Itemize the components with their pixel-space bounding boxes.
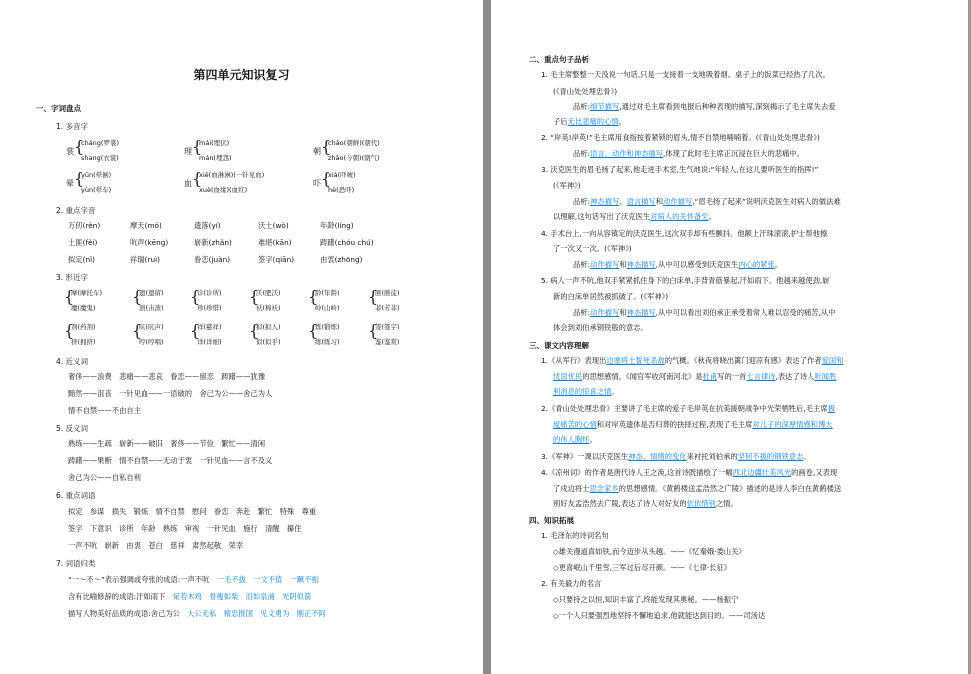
quote-line: ◇更喜岷山千里雪,三军过后尽开颜。——《七律·长征》 bbox=[553, 563, 732, 572]
duoyin-reading: yùn(晕车) bbox=[81, 186, 112, 194]
analysis-text: 。 bbox=[774, 260, 783, 269]
content-line bbox=[553, 372, 836, 382]
content-line bbox=[541, 356, 844, 366]
analysis-label: 品析: bbox=[573, 308, 591, 317]
content-text: 来衬托刘伯承的 bbox=[686, 452, 738, 461]
analysis-line bbox=[553, 117, 626, 127]
highlight: 边塞将士誓死杀敌 bbox=[606, 356, 665, 365]
content-text: 的思想感情。《黄鹤楼送孟浩然之广陵》描述的是诗人李白在黄鹤楼送 bbox=[618, 484, 842, 493]
xingjin-item: 似(似乎) bbox=[256, 338, 281, 346]
analysis-label: 品析: bbox=[573, 102, 591, 111]
duoyin-reading: yūn(晕倒) bbox=[81, 171, 112, 179]
highlight: 忧国忧民 bbox=[553, 372, 583, 381]
analysis-line bbox=[573, 308, 836, 318]
content-line bbox=[553, 435, 597, 445]
sentence-line: 1. 毛主席整整一天没说一句话,只是一支接着一支地吸着烟。桌子上的饭菜已经热了几次。 bbox=[541, 70, 830, 79]
analysis-text: ,“眉毛扬了起来”说明沃克医生对病人的做法难 bbox=[692, 197, 841, 206]
jinyi-line: 情不自禁——不由自主 bbox=[68, 406, 141, 415]
duoyin-char: 理 bbox=[184, 147, 192, 156]
ziyin-item: 难堪(kān) bbox=[258, 238, 292, 247]
fanyi-line: 舍己为公——自私自利 bbox=[68, 473, 141, 482]
duoyin-reading: hè(恐吓) bbox=[328, 186, 355, 194]
content-text: ,表达了诗人 bbox=[775, 372, 815, 381]
gui-answer: 呆若木鸡 骨瘦如柴 泪如泉涌 光阴似箭 bbox=[172, 592, 312, 601]
analysis-line bbox=[573, 102, 836, 112]
analysis-line bbox=[573, 260, 782, 270]
ziyin-item: 摩天(mó) bbox=[130, 221, 162, 230]
xingjin-item: 签(签字) bbox=[375, 323, 400, 331]
content-text: 之情。 bbox=[715, 499, 738, 508]
highlight: 极 bbox=[827, 404, 835, 413]
duoyin-char: 裳 bbox=[66, 147, 74, 156]
analysis-line bbox=[573, 149, 804, 159]
ziyin-item: 沃土(wò) bbox=[258, 221, 289, 230]
highlight: 西北边疆壮美风光 bbox=[732, 468, 792, 477]
gui-line bbox=[68, 575, 319, 585]
analysis-text: ,体现了此时毛主席正沉浸在巨大的悲痛中。 bbox=[663, 149, 804, 158]
content-text: 。 bbox=[589, 435, 597, 444]
jinyi-line: 黯然——沮丧 一针见血——一语破的 舍己为公——舍己为人 bbox=[68, 389, 273, 398]
brace-icon: { bbox=[249, 321, 260, 340]
content-line bbox=[541, 452, 811, 462]
analysis-line bbox=[573, 197, 841, 207]
sentence-source: (《青山处处埋忠骨》) bbox=[553, 87, 618, 96]
content-line bbox=[553, 420, 833, 430]
highlight: 语言、动作和神态描写 bbox=[590, 149, 664, 158]
quote-line: ◇雄关漫道真如铁,而今迈步从头越。——《忆秦娥·娄山关》 bbox=[553, 547, 746, 556]
xingjin-item: 沃(肥沃) bbox=[256, 289, 281, 297]
sentence-line: 了一次又一次。(《军神》) bbox=[553, 244, 632, 253]
brace-icon: { bbox=[368, 321, 379, 340]
xingjin-item: 珍(珍惜) bbox=[197, 304, 222, 312]
brace-icon: { bbox=[368, 287, 379, 306]
brace-icon: { bbox=[132, 287, 143, 306]
highlight: 神态描写 bbox=[626, 308, 656, 317]
xingjin-item: 岭(山岭) bbox=[315, 304, 340, 312]
analysis-text: 。 bbox=[708, 212, 716, 221]
xingjin-item: 鉴(鉴赏) bbox=[375, 338, 400, 346]
brace-icon: { bbox=[190, 321, 201, 340]
content-line bbox=[553, 484, 841, 494]
subsection-heading: 1. 毛泽东的诗词名句 bbox=[541, 531, 609, 540]
ziyin-item: 拟定(nǐ) bbox=[68, 255, 95, 264]
brace-icon: { bbox=[321, 137, 332, 156]
content-text: 。 bbox=[803, 452, 811, 461]
fanyi-line: 踌躇——果断 情不自禁——无动于衷 一针见血——言不及义 bbox=[68, 456, 273, 465]
xingjin-item: 哼(哼唱) bbox=[139, 338, 164, 346]
ciyu-line: 一声不吭 崭新 由衷 苍白 慈祥 肃然起敬 荣幸 bbox=[68, 541, 244, 550]
xingjin-item: 祥(慈祥) bbox=[197, 323, 222, 331]
subsection-heading: 3. 形近字 bbox=[56, 273, 89, 282]
highlight: 神态描写 bbox=[590, 197, 620, 206]
xingjin-item: 诊(诊所) bbox=[197, 289, 222, 297]
xingjin-item: 魔(魔鬼) bbox=[71, 304, 96, 312]
page-gutter bbox=[483, 0, 491, 674]
highlight: 对病人的关怀备至 bbox=[650, 212, 709, 221]
highlight: 对儿子的深厚情感和博大 bbox=[752, 420, 833, 429]
duoyin-reading: mán(埋怨) bbox=[199, 154, 232, 162]
content-text: 2.《青山处处埋忠骨》主要讲了毛主席的爱子毛岸英在抗美援朝战争中光荣牺牲后,毛主席 bbox=[541, 404, 828, 413]
xingjin-item: 吭(吭声) bbox=[139, 323, 164, 331]
highlight: 动作描写 bbox=[590, 308, 620, 317]
gui-answer: 一毛不拔 一文不值 一蹶不振 bbox=[216, 575, 319, 584]
gui-text: 含有比喻修辞的成语:汗如雨下 bbox=[68, 592, 166, 601]
brace-icon: { bbox=[132, 321, 143, 340]
ziyin-item: 崭新(zhǎn) bbox=[194, 238, 232, 247]
left-page bbox=[0, 0, 483, 674]
brace-icon: { bbox=[74, 137, 85, 156]
brace-icon: { bbox=[190, 287, 201, 306]
analysis-label: 品析: bbox=[573, 149, 591, 158]
duoyin-char: 吓 bbox=[313, 179, 321, 188]
brace-icon: { bbox=[308, 287, 319, 306]
page-title: 第四单元知识复习 bbox=[193, 68, 290, 82]
right-page bbox=[491, 0, 971, 674]
section-heading: 二、重点句子品析 bbox=[529, 55, 589, 64]
content-text: 别好友孟浩然去广陵,表达了诗人对好友的 bbox=[553, 499, 687, 508]
highlight: 神态、情绪的变化 bbox=[628, 452, 687, 461]
xingjin-item: 遗(遗留) bbox=[139, 289, 164, 297]
sentence-source: (《军神》) bbox=[553, 181, 581, 190]
analysis-text: 和 bbox=[655, 197, 664, 206]
brace-icon: { bbox=[308, 321, 319, 340]
highlight: 七言律诗 bbox=[746, 372, 776, 381]
ziyin-item: 年龄(líng) bbox=[320, 221, 354, 230]
content-text: 了戍边将士 bbox=[553, 484, 590, 493]
duoyin-reading: xià(吓唬) bbox=[328, 171, 356, 179]
highlight: 思念家乡 bbox=[589, 484, 619, 493]
sentence-line: 4. 手术台上,一向从容镇定的沃克医生,这次双手却有些颤抖。他额上汗珠滚滚,护士帮他擦 bbox=[541, 229, 828, 238]
sentence-line: 5. 病人一声不吭,他双手紧紧抓住身下的白床单,手背青筋暴起,汗如雨下。他越来越使劲,崭 bbox=[541, 276, 830, 285]
sentence-line: 3. 沃克医生的眉毛扬了起来,他走进手术室,生气地说:“年轻人,在这儿要听医生的指挥!” bbox=[541, 165, 819, 174]
subsection-heading: 5. 反义词 bbox=[56, 424, 89, 433]
analysis-text: 。 bbox=[618, 117, 626, 126]
highlight: 神态描写 bbox=[626, 260, 656, 269]
duoyin-reading: xiě(血淋淋)(一针见血) bbox=[199, 171, 265, 179]
section-heading: 三、课文内容理解 bbox=[529, 341, 589, 350]
highlight: 依依惜别 bbox=[686, 499, 716, 508]
xingjin-item: 剂(药剂) bbox=[71, 323, 96, 331]
duoyin-reading: mái(埋伏) bbox=[199, 139, 230, 147]
duoyin-reading: zhāo(今朝)(朝气) bbox=[328, 154, 380, 162]
content-text: 写的一首 bbox=[717, 372, 747, 381]
brace-icon: { bbox=[64, 287, 75, 306]
highlight: 内心的紧张 bbox=[738, 260, 775, 269]
analysis-text: 以理解,这句话写出了沃克医生 bbox=[553, 212, 651, 221]
xingjin-item: 袄(棉袄) bbox=[256, 304, 281, 312]
content-text: 4.《凉州词》的作者是唐代诗人王之涣,这首诗既描绘了一幅 bbox=[541, 468, 733, 477]
duoyin-char: 血 bbox=[184, 179, 192, 188]
content-line bbox=[553, 499, 738, 509]
ziyin-item: 踌躇(chóu chú) bbox=[320, 238, 374, 247]
duoyin-reading: shang(衣裳) bbox=[81, 154, 119, 162]
quote-line: ◇一个人只要强烈地坚持不懈地追求,他就能达到目的。——司汤达 bbox=[553, 611, 766, 620]
analysis-label: 品析: bbox=[573, 197, 591, 206]
xingjin-item: 龄(年龄) bbox=[315, 289, 340, 297]
subsection-heading: 1. 多音字 bbox=[56, 122, 89, 131]
analysis-text: ,通过对毛主席看到电报后种种表现的描写,深刻揭示了毛主席失去爱 bbox=[619, 102, 836, 111]
gui-text: “一～不～”表示强调或夸张的成语:一声不吭 bbox=[68, 575, 210, 584]
analysis-text: 和 bbox=[619, 308, 627, 317]
xingjin-item: 炼(锻炼) bbox=[315, 323, 340, 331]
ciyu-line: 拟定 参谋 损失 锻炼 情不自禁 慰问 眷恋 奔赴 繁忙 特殊 尊重 bbox=[68, 507, 317, 516]
highlight: 听闻胜 bbox=[814, 372, 837, 381]
ziyin-item: 吭声(kēng) bbox=[130, 238, 169, 247]
gui-text: 描写人物美好品质的成语:舍己为公 bbox=[68, 609, 180, 618]
analysis-text: ,从中可以感受到沃克医生 bbox=[655, 260, 739, 269]
sentence-line: 2. “岸英!岸英!”毛主席用食指按着紧锁的眉头,情不自禁地喃喃着。(《青山处处埋忠骨》) bbox=[541, 133, 820, 142]
highlight: 语言描写 bbox=[626, 197, 656, 206]
analysis-text: 、 bbox=[619, 197, 627, 206]
highlight: 无比悲痛的心情 bbox=[567, 117, 619, 126]
analysis-line bbox=[553, 212, 716, 222]
subsection-heading: 4. 近义词 bbox=[56, 357, 89, 366]
highlight: 杜甫 bbox=[702, 372, 718, 381]
duoyin-reading: xuè(血缘)(血红) bbox=[199, 186, 248, 194]
xingjin-item: 匪(匪徒) bbox=[375, 289, 400, 297]
ciyu-line: 签字 下意识 诊所 年龄 熟练 审视 一针见血 施行 清醒 攥住 bbox=[68, 524, 302, 533]
highlight: 动作描写 bbox=[590, 260, 620, 269]
content-line bbox=[553, 387, 619, 397]
xingjin-item: 摩(摩托车) bbox=[71, 289, 103, 297]
jinyi-line: 奢侈——浪费 悲痛——悲哀 眷恋——留恋 踌躇——犹豫 bbox=[68, 372, 266, 381]
brace-icon: { bbox=[321, 169, 332, 188]
highlight: 坚韧不拔的钢铁意志 bbox=[737, 452, 804, 461]
subsection-heading: 2. 有关毅力的名言 bbox=[541, 579, 602, 588]
ziyin-item: 眷恋(juàn) bbox=[194, 255, 231, 264]
content-line bbox=[541, 468, 837, 478]
xingjin-item: 详(详细) bbox=[197, 338, 222, 346]
xingjin-item: 溃(击溃) bbox=[139, 304, 164, 312]
highlight: 利消息的惊喜之情 bbox=[553, 387, 612, 396]
quote-line: ◇只要持之以恒,知识丰富了,终能发现其奥秘。——杨振宁 bbox=[553, 595, 739, 604]
gui-answer: 大公无私 精忠报国 见义勇为 刚正不阿 bbox=[187, 609, 326, 618]
subsection-heading: 6. 重点词语 bbox=[56, 491, 96, 500]
xingjin-item: 拟(拟人) bbox=[256, 323, 281, 331]
ziyin-item: 遗落(yí) bbox=[194, 221, 221, 230]
brace-icon: { bbox=[64, 321, 75, 340]
analysis-text: 子后 bbox=[553, 117, 568, 126]
section-heading: 一、字词盘点 bbox=[36, 104, 81, 113]
fanyi-line: 熟练——生疏 崭新——破旧 奢侈——节俭 繁忙——清闲 bbox=[68, 439, 266, 448]
brace-icon: { bbox=[249, 287, 260, 306]
duoyin-reading: cháng(罗裳) bbox=[81, 139, 119, 147]
subsection-heading: 2. 重点字音 bbox=[56, 206, 96, 215]
content-line bbox=[541, 404, 835, 414]
duoyin-char: 朝 bbox=[313, 147, 321, 156]
gui-line bbox=[68, 609, 326, 619]
content-text: 1.《从军行》表现出 bbox=[541, 356, 607, 365]
content-text: 的画卷,又表现 bbox=[791, 468, 838, 477]
brace-icon: { bbox=[192, 169, 203, 188]
content-text: 和对岸英遗体是否归葬的抉择过程,表现了毛主席 bbox=[596, 420, 753, 429]
xingjin-item: 挤(拥挤) bbox=[71, 338, 96, 346]
subsection-heading: 7. 词语归类 bbox=[56, 559, 96, 568]
ziyin-item: 土匪(fěi) bbox=[68, 238, 98, 247]
ziyin-item: 万仞(rèn) bbox=[68, 221, 101, 230]
sentence-line: 新的白床单居然被抓破了。(《军神》) bbox=[553, 292, 669, 301]
content-text: 。 bbox=[611, 387, 619, 396]
xingjin-item: 练(练习) bbox=[315, 338, 340, 346]
analysis-text: ,从中可以看出刘伯承正承受着常人难以忍受的痛苦,从中 bbox=[655, 308, 836, 317]
analysis-text: 和 bbox=[619, 260, 627, 269]
ziyin-item: 由衷(zhōng) bbox=[320, 255, 363, 264]
analysis-label: 品析: bbox=[573, 260, 591, 269]
highlight: 爱国和 bbox=[821, 356, 844, 365]
content-text: 的思想感情。《闻官军收河南河北》是 bbox=[582, 372, 703, 381]
xingjin-item: 菲(芳菲) bbox=[375, 304, 400, 312]
content-text: 的气概。《秋夜将晓出篱门迎凉有感》表达了作者 bbox=[664, 356, 822, 365]
highlight: 度痛苦的心情 bbox=[553, 420, 597, 429]
brace-icon: { bbox=[192, 137, 203, 156]
duoyin-reading: cháo(朝鲜)(朝代) bbox=[328, 139, 380, 147]
duoyin-char: 晕 bbox=[66, 179, 74, 188]
ziyin-item: 祥瑞(ruì) bbox=[130, 255, 160, 264]
brace-icon: { bbox=[74, 169, 85, 188]
ziyin-item: 签字(qiān) bbox=[258, 255, 295, 264]
analysis-line: 体会到刘伯承钢铁般的意志。 bbox=[553, 323, 648, 332]
highlight: 细节描写 bbox=[590, 102, 620, 111]
section-heading: 四、知识拓展 bbox=[529, 516, 574, 525]
gui-line bbox=[68, 592, 311, 602]
content-text: 3.《军神》一课以沃克医生 bbox=[541, 452, 629, 461]
highlight: 的伟人胸怀 bbox=[553, 435, 590, 444]
highlight: 动作描写 bbox=[663, 197, 693, 206]
